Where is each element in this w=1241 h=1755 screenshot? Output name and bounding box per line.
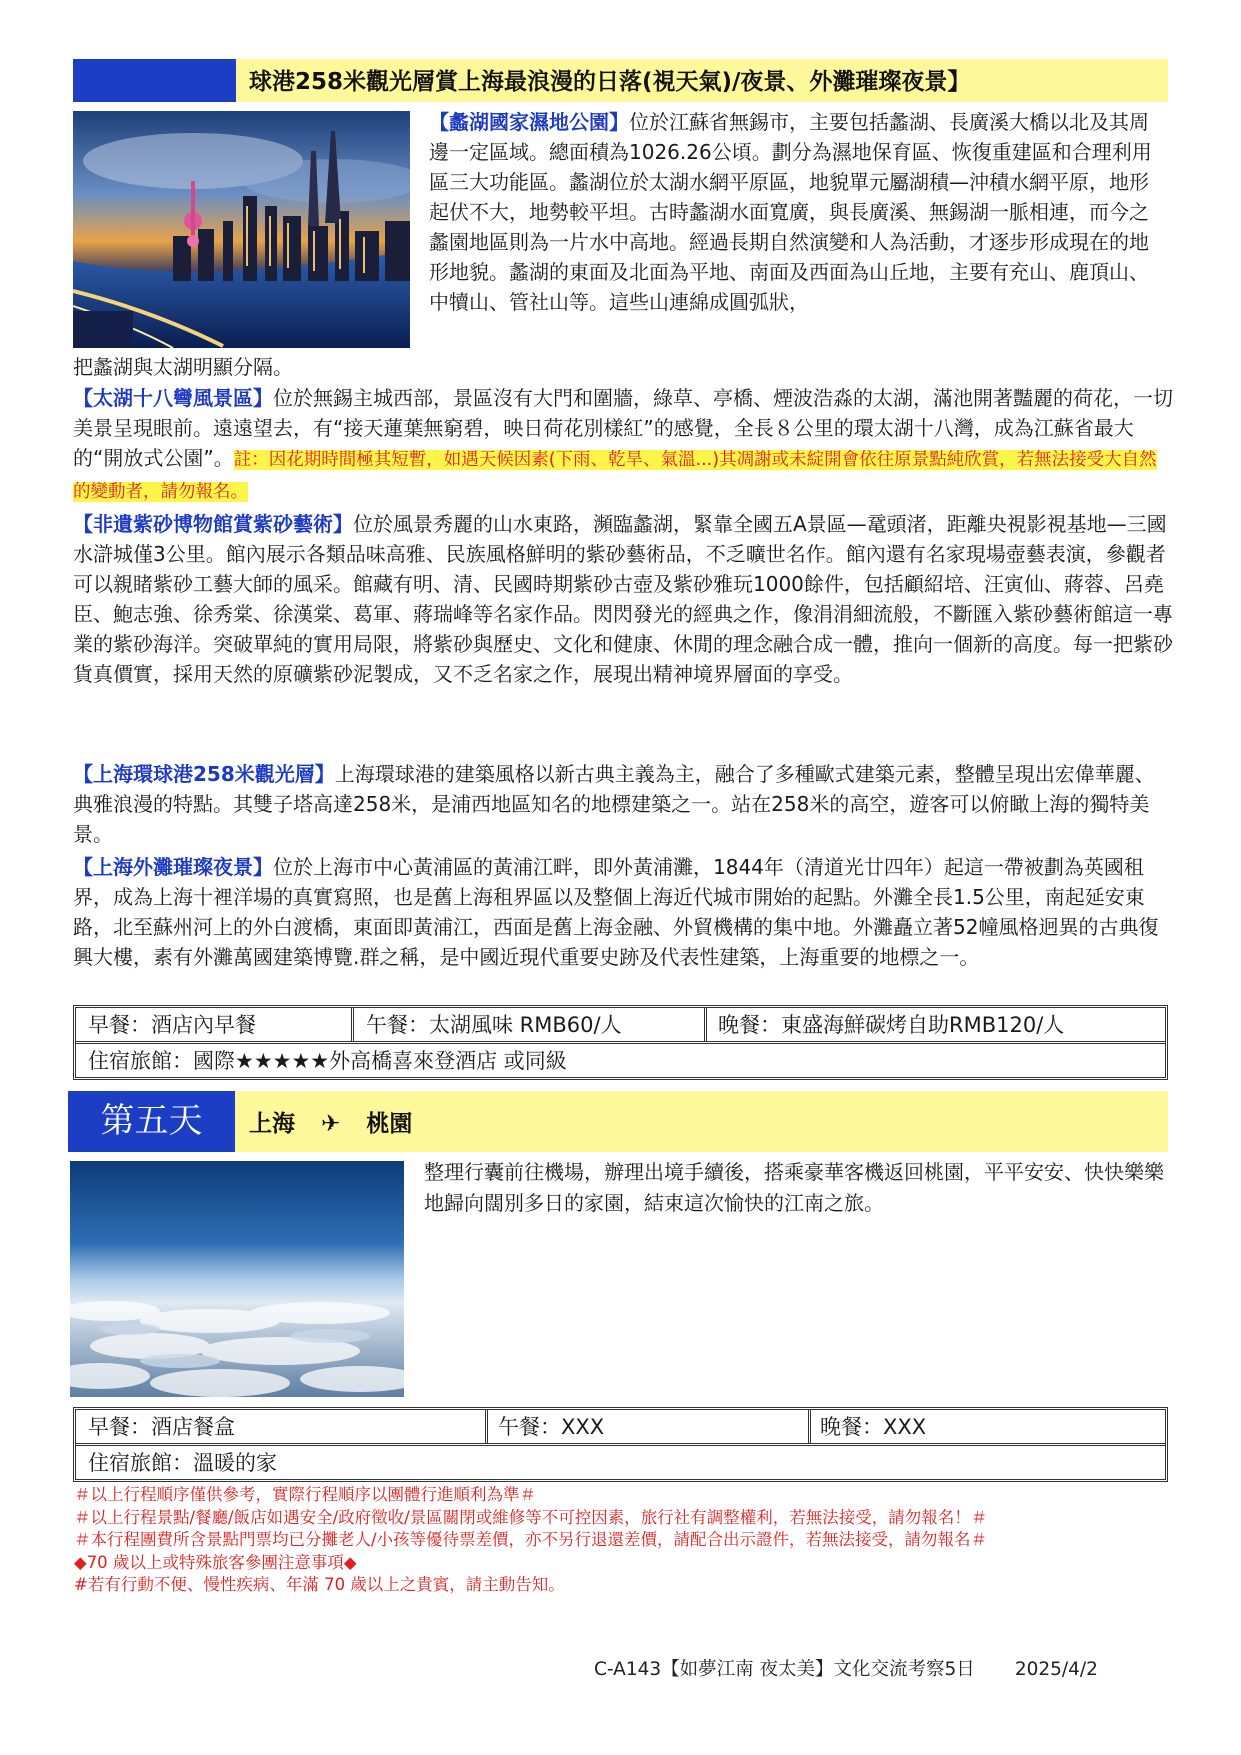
globalport-heading: 【上海環球港258米觀光層】 <box>73 762 335 786</box>
table-divider <box>704 1008 707 1042</box>
shanghai-skyline-photo <box>73 111 410 348</box>
lihu-heading: 【蠡湖國家濕地公園】 <box>429 110 629 134</box>
table-divider <box>351 1008 354 1042</box>
footer-code: C-A143【如夢江南 夜太美】文化交流考察5日 <box>594 1659 975 1680</box>
day-band <box>68 1091 1168 1152</box>
note-line: ＃本行程團費所含景點門票均已分攤老人/小孩等優待票差價，亦不另行退還差價，請配合出示證件，若無法接受，請勿報名＃ <box>74 1530 988 1549</box>
lihu-text-tail: 把蠡湖與太湖明顯分隔。 <box>73 355 293 379</box>
title-band-blue-block <box>73 59 236 102</box>
day5-paragraph <box>424 1157 1169 1219</box>
bund-text: 位於上海市中心黃浦區的黃浦江畔，即外黃浦灘，1844年（清道光廿四年）起這一帶被劃為英國租界，成為上海十裡洋場的真實寫照，也是舊上海租界區以及整個上海近代城市開始的起點。外灘全長1.5公里，南起延安東路，北至蘇州河上的外白渡橋，東面即黃浦江，西面是舊上海金融、外貿機構的集中地。外灘矗立著52幢風格迥異的古典復興大樓，素有外灘萬國建築博覽.群之稱，是中國近現代重要史跡及代表性建築，上海重要的地標之一。 <box>73 855 1159 969</box>
note-line: ＃以上行程順序僅供參考，實際行程順序以團體行進順利為準＃ <box>74 1485 536 1504</box>
hotel-cell: 住宿旅館：溫暖的家 <box>88 1451 277 1475</box>
route-to: 桃園 <box>366 1111 413 1137</box>
meal-table-day5 <box>73 1407 1168 1482</box>
lunch-cell: 午餐：太湖風味 RMB60/人 <box>366 1013 622 1037</box>
table-divider <box>76 1041 1165 1044</box>
breakfast-cell: 早餐：酒店餐盒 <box>88 1415 235 1439</box>
lihu-text: 位於江蘇省無錫市，主要包括蠡湖、長廣溪大橋以北及其周邊一定區域。總面積為1026.26公頃。劃分為濕地保育區、恢復重建區和合理利用區三大功能區。蠡湖位於太湖水網平原區，地貌單元屬湖積—沖積水網平原，地形起伏不大，地勢較平坦。古時蠡湖水面寬廣，與長廣溪、無錫湖一脈相連，而今之蠡園地區則為一片水中高地。經過長期自然演變和人為活動，才逐步形成現在的地形地貌。蠡湖的東面及北面為平地、南面及西面為山丘地，主要有充山、鹿頂山、中犢山、管社山等。這些山連綿成圓弧狀， <box>429 110 1152 314</box>
globalport-text: 上海環球港的建築風格以新古典主義為主，融合了多種歐式建築元素，整體呈現出宏偉華麗、典雅浪漫的特點。其雙子塔高達258米，是浦西地區知名的地標建築之一。站在258米的高空，遊客可以俯瞰上海的獨特美景。 <box>73 762 1155 846</box>
lihu-paragraph <box>429 107 1166 317</box>
breakfast-cell: 早餐：酒店內早餐 <box>88 1013 256 1037</box>
zisha-paragraph <box>73 509 1173 689</box>
route-from: 上海 <box>249 1111 295 1137</box>
section-title: 球港258米觀光層賞上海最浪漫的日落(視天氣)/夜景、外灘璀璨夜景】 <box>249 69 971 95</box>
day-label: 第五天 <box>68 1091 235 1152</box>
lunch-cell: 午餐：XXX <box>498 1415 605 1439</box>
dinner-cell: 晚餐：東盛海鮮碳烤自助RMB120/人 <box>718 1013 1065 1037</box>
day5-text: 整理行囊前往機場，辦理出境手續後，搭乘豪華客機返回桃園，平平安安、快快樂樂地歸向闊別多日的家園，結束這次愉快的江南之旅。 <box>424 1160 1164 1215</box>
meal-table-day4 <box>73 1005 1168 1080</box>
zisha-heading: 【非遺紫砂博物館賞紫砂藝術】 <box>73 512 353 536</box>
note-line: ◆70 歲以上或特殊旅客參團注意事項◆ <box>74 1552 357 1572</box>
airplane-icon: ✈ <box>321 1111 341 1137</box>
dinner-cell: 晚餐：XXX <box>820 1415 927 1439</box>
footer-date: 2025/4/2 <box>1014 1659 1098 1680</box>
note-line: ＃以上行程景點/餐廳/飯店如遇安全/政府徵收/景區關閉或維修等不可控因素，旅行社有調整權利，若無法接受，請勿報名！＃ <box>74 1507 988 1527</box>
zisha-text: 位於風景秀麗的山水東路，瀕臨蠡湖，緊靠全國五A景區—鼋頭渚，距離央視影視基地—三國水滸城僅3公里。館內展示各類品味高雅、民族風格鮮明的紫砂藝術品，不乏曠世名作。館內還有名家現場壺藝表演，參觀者可以親睹紫砂工藝大師的風采。館藏有明、清、民國時期紫砂古壺及紫砂雅玩1000餘件，包括顧紹培、汪寅仙、蔣蓉、呂堯臣、鮑志強、徐秀棠、徐漢棠、葛軍、蔣瑞峰等名家作品。閃閃發光的經典之作，像涓涓細流般，不斷匯入紫砂藝術館這一專業的紫砂海洋。突破單純的實用局限，將紫砂與歷史、文化和健康、休閒的理念融合成一體，推向一個新的高度。每一把紫砂貨真價實，採用天然的原礦紫砂泥製成，又不乏名家之作，展現出精神境界層面的享受。 <box>73 512 1173 686</box>
day-route <box>249 1105 412 1138</box>
table-divider <box>485 1410 488 1444</box>
bund-paragraph <box>73 852 1173 972</box>
taihu-text: 位於無錫主城西部，景區沒有大門和圍牆，綠草、亭橋、煙波浩淼的太湖，滿池開著豔麗的荷花，一切美景呈現眼前。遠遠望去，有“接天蓮葉無窮碧，映日荷花別樣紅”的感覺，全長８公里的環太湖十八灣，成為江蘇省最大的“開放式公園”。 <box>73 386 1173 470</box>
table-divider <box>808 1410 811 1444</box>
taihu-note: 註：因花期時間極其短暫，如遇天候因素(下雨、乾旱、氣溫...)其凋謝或未綻開會依往原景點純欣賞，若無法接受大自然的變動者，請勿報名。 <box>73 450 1157 502</box>
table-divider <box>76 1443 1165 1446</box>
clouds-photo <box>70 1161 404 1397</box>
taihu-heading: 【太湖十八彎風景區】 <box>73 386 273 410</box>
globalport-paragraph <box>73 759 1173 849</box>
section-title-band <box>73 59 1168 102</box>
page-footer <box>594 1655 1098 1681</box>
note-line: #若有行動不便、慢性疾病、年滿 70 歲以上之貴賓，請主動告知。 <box>74 1575 565 1594</box>
hotel-cell: 住宿旅館：國際★★★★★外高橋喜來登酒店 或同級 <box>88 1049 567 1073</box>
lihu-paragraph-tail <box>73 352 1173 382</box>
notes-block <box>74 1484 1174 1597</box>
taihu-paragraph <box>73 383 1173 507</box>
bund-heading: 【上海外灘璀璨夜景】 <box>73 855 273 879</box>
